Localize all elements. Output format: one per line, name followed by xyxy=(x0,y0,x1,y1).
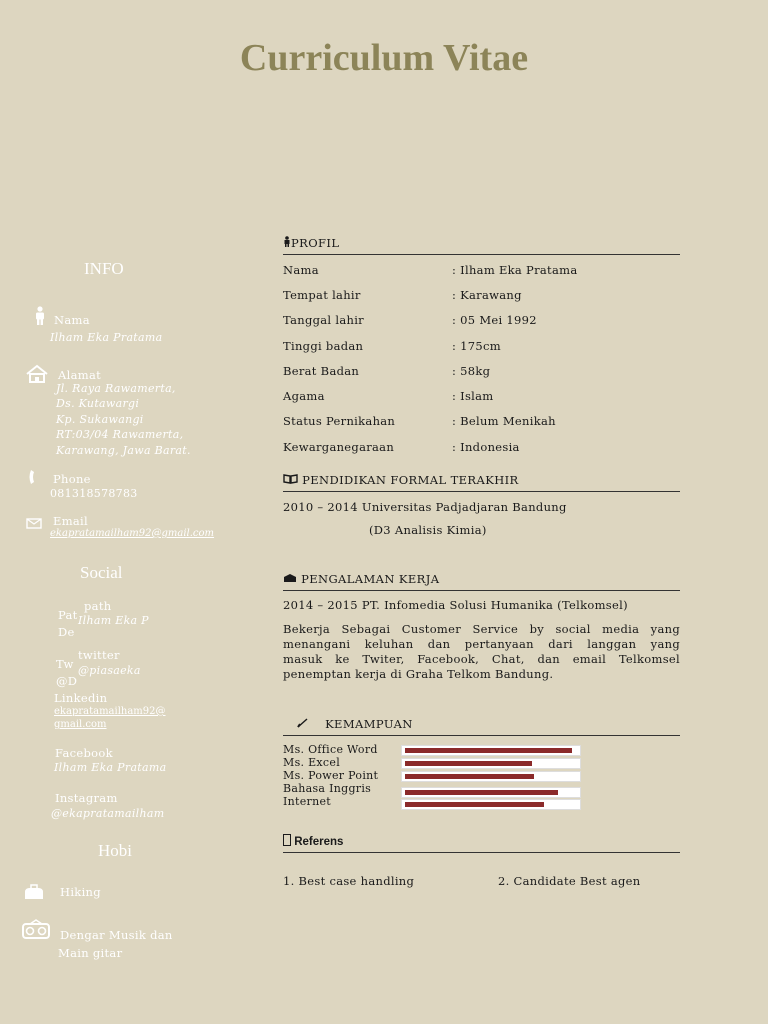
page-title: Curriculum Vitae xyxy=(239,37,529,79)
skill-bar-fill xyxy=(405,761,532,766)
skill-bar xyxy=(401,787,581,798)
person-icon xyxy=(283,236,291,250)
profile-row-label: Tempat lahir xyxy=(283,288,361,302)
skill-bar-fill xyxy=(405,790,558,795)
path-prefix: Pat xyxy=(58,608,78,622)
linkedin-link[interactable]: gmail.com xyxy=(54,719,107,730)
sidebar-email-label: Email xyxy=(53,514,89,528)
profile-row-label: Agama xyxy=(283,389,325,403)
references-heading-text: Referens xyxy=(294,836,344,848)
sidebar-address-line: RT:03/04 Rawamerta, xyxy=(56,428,184,441)
linkedin-link[interactable]: ekapratamailham92@ xyxy=(54,706,166,717)
profile-row-label: Tinggi badan xyxy=(283,339,364,353)
profile-row-value: : Islam xyxy=(452,389,494,403)
education-heading xyxy=(283,473,680,492)
missing-glyph-icon xyxy=(283,834,291,846)
experience-heading-text: PENGALAMAN KERJA xyxy=(301,572,440,586)
skill-bar-fill xyxy=(405,774,534,779)
reference-item: 2. Candidate Best agen xyxy=(498,874,641,888)
phone-icon xyxy=(28,469,38,489)
profile-row-label: Tanggal lahir xyxy=(283,313,364,327)
path-prefix: De xyxy=(58,625,75,639)
facebook-link[interactable]: Ilham Eka Pratama xyxy=(54,761,167,774)
sidebar-address-line: Jl. Raya Rawamerta, xyxy=(56,382,176,395)
skills-heading-text: KEMAMPUAN xyxy=(325,717,413,731)
experience-desc-line: menangani keluhan dan pertanyaan dari langgan yang xyxy=(283,637,680,651)
skill-bar xyxy=(401,745,581,756)
profile-heading-text: PROFIL xyxy=(291,236,340,250)
sidebar-address-label: Alamat xyxy=(58,368,102,382)
sidebar-address-line: Ds. Kutawargi xyxy=(56,397,140,410)
profile-row-label: Nama xyxy=(283,263,319,277)
skill-name: Internet xyxy=(283,795,332,808)
hobby-item: Main gitar xyxy=(58,946,123,960)
education-line: 2010 – 2014 Universitas Padjadjaran Bandung xyxy=(283,500,567,514)
experience-heading xyxy=(283,572,680,591)
skill-bar-fill xyxy=(405,802,544,807)
twitter-prefix: Tw xyxy=(56,657,74,671)
sidebar-name-value: Ilham Eka Pratama xyxy=(50,331,163,344)
social-heading: Social xyxy=(80,563,123,582)
skill-name: Ms. Excel xyxy=(283,756,341,769)
sidebar-phone-value: 081318578783 xyxy=(50,487,138,500)
twitter-label: twitter xyxy=(78,648,120,662)
instagram-label: Instagram xyxy=(55,791,118,805)
facebook-label: Facebook xyxy=(55,746,113,760)
experience-line: 2014 – 2015 PT. Infomedia Solusi Humanika (Telkomsel) xyxy=(283,598,628,612)
instagram-link[interactable]: @ekapratamailham xyxy=(51,807,165,820)
sidebar-phone-label: Phone xyxy=(53,472,91,486)
hobby-item: Dengar Musik dan xyxy=(60,928,173,942)
profile-row-value: : 175cm xyxy=(452,339,501,353)
skill-name: Ms. Power Point xyxy=(283,769,379,782)
twitter-link[interactable]: @piasaeka xyxy=(78,664,141,677)
pen-icon xyxy=(297,717,309,731)
hobby-item: Hiking xyxy=(60,885,101,899)
mail-icon xyxy=(26,514,42,533)
hobby-heading: Hobi xyxy=(98,841,132,860)
profile-row-label: Kewarganegaraan xyxy=(283,440,395,454)
twitter-prefix: @D xyxy=(56,674,78,688)
profile-row-value: : Indonesia xyxy=(452,440,520,454)
sidebar-name-label: Nama xyxy=(54,313,90,327)
person-icon xyxy=(34,306,46,330)
sidebar-email-link[interactable]: ekapratamailham92@gmail.com xyxy=(50,528,215,539)
path-label: path xyxy=(84,599,112,613)
skill-bar xyxy=(401,771,581,782)
linkedin-label: Linkedin xyxy=(54,691,108,705)
path-link[interactable]: Ilham Eka P xyxy=(78,614,149,627)
skill-bar xyxy=(401,758,581,769)
experience-desc-line: masuk ke Twiter, Facebook, Chat, dan email Telkomsel xyxy=(283,652,680,666)
experience-desc-line: penemptan kerja di Graha Telkom Bandung. xyxy=(283,667,554,681)
building-icon xyxy=(283,572,297,586)
skill-name: Bahasa Inggris xyxy=(283,782,372,795)
skill-name: Ms. Office Word xyxy=(283,743,378,756)
skill-bar xyxy=(401,799,581,810)
book-icon xyxy=(283,473,298,487)
profile-row-value: : Karawang xyxy=(452,288,522,302)
sidebar-address-line: Karawang, Jawa Barat. xyxy=(56,444,191,457)
sidebar-address-line: Kp. Sukawangi xyxy=(56,413,144,426)
profile-row-label: Status Pernikahan xyxy=(283,414,396,428)
reference-item: 1. Best case handling xyxy=(283,874,415,888)
profile-row-label: Berat Badan xyxy=(283,364,360,378)
backpack-icon xyxy=(22,884,46,904)
info-heading: INFO xyxy=(84,259,124,278)
profile-row-value: : 05 Mei 1992 xyxy=(452,313,537,327)
profile-row-value: : Ilham Eka Pratama xyxy=(452,263,578,277)
radio-icon xyxy=(22,919,50,943)
profile-row-value: : 58kg xyxy=(452,364,491,378)
references-heading xyxy=(283,834,680,853)
experience-desc-line: Bekerja Sebagai Customer Service by social media yang xyxy=(283,622,680,636)
education-degree: (D3 Analisis Kimia) xyxy=(369,523,487,537)
skills-heading xyxy=(283,717,680,736)
house-icon xyxy=(25,364,49,388)
profile-row-value: : Belum Menikah xyxy=(452,414,556,428)
education-heading-text: PENDIDIKAN FORMAL TERAKHIR xyxy=(302,473,519,487)
profile-heading xyxy=(283,236,680,255)
skill-bar-fill xyxy=(405,748,572,753)
